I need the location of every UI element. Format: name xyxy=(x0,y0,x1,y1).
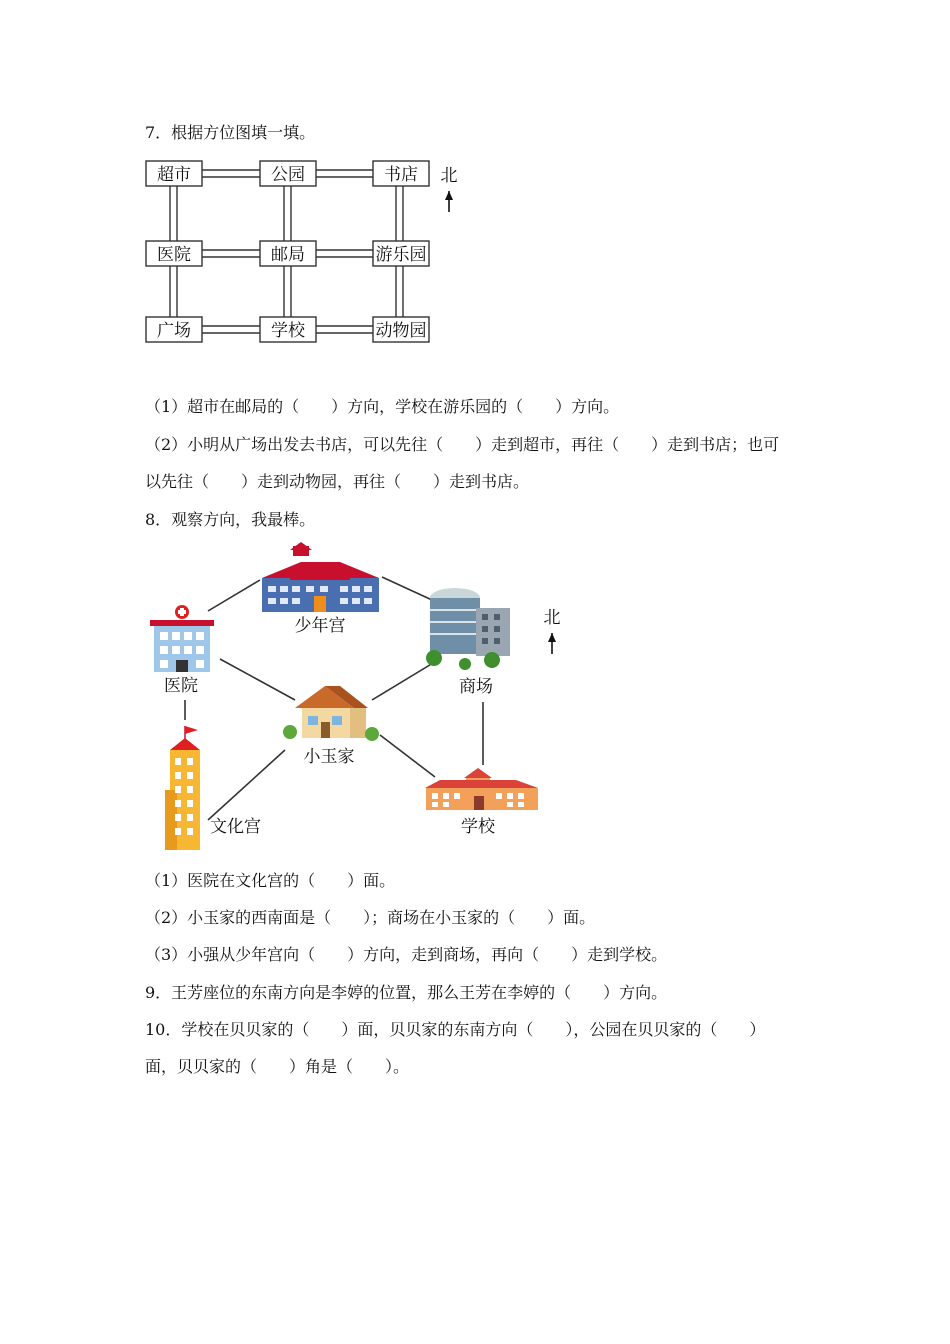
youth-palace-icon xyxy=(262,542,379,612)
q8-title: 8．观察方向，我最棒。 xyxy=(145,510,316,529)
q7-sub2-line2: 以先往（ ）走到动物园，再往（ ）走到书店。 xyxy=(145,472,530,491)
q8-sub1: （1）医院在文化宫的（ ）面。 xyxy=(145,871,396,890)
q7-sub1: （1）超市在邮局的（ ）方向，学校在游乐园的（ ）方向。 xyxy=(145,397,620,416)
q8-town-map xyxy=(140,540,580,860)
mall-icon xyxy=(426,588,510,670)
grid-label-hospital: 医院 xyxy=(157,245,191,265)
place-label-youth-palace: 少年宫 xyxy=(294,616,346,636)
grid-label-school: 学校 xyxy=(271,321,305,341)
grid-label-post-office: 邮局 xyxy=(271,245,305,265)
place-label-home: 小玉家 xyxy=(303,747,355,767)
grid-label-square: 广场 xyxy=(157,321,191,341)
place-label-school: 学校 xyxy=(461,817,495,837)
north-label: 北 xyxy=(440,166,458,186)
q8-sub3: （3）小强从少年宫向（ ）方向，走到商场，再向（ ）走到学校。 xyxy=(145,945,668,964)
q8-north-label: 北 xyxy=(543,608,561,628)
grid-label-park: 公园 xyxy=(271,165,305,185)
q7-sub2-line1: （2）小明从广场出发去书店，可以先往（ ）走到超市，再往（ ）走到书店；也可 xyxy=(145,435,780,454)
grid-label-supermarket: 超市 xyxy=(157,165,191,185)
place-label-mall: 商场 xyxy=(459,677,493,697)
grid-label-zoo: 动物园 xyxy=(375,321,427,341)
q9-text: 9．王芳座位的东南方向是李婷的位置，那么王芳在李婷的（ ）方向。 xyxy=(145,983,668,1002)
north-arrow-icon xyxy=(445,191,453,212)
place-label-hospital: 医院 xyxy=(164,676,198,696)
place-label-culture-palace: 文化宫 xyxy=(210,817,261,837)
house-icon xyxy=(283,686,379,741)
north-arrow-icon xyxy=(548,633,556,654)
q7-title: 7．根据方位图填一填。 xyxy=(145,123,316,142)
q8-sub2: （2）小玉家的西南面是（ ）；商场在小玉家的（ ）面。 xyxy=(145,908,596,927)
grid-label-amusement-park: 游乐园 xyxy=(375,245,427,265)
culture-palace-icon xyxy=(165,726,200,850)
q7-direction-map xyxy=(140,155,470,350)
q10-line1: 10．学校在贝贝家的（ ）面，贝贝家的东南方向（ ），公园在贝贝家的（ ） xyxy=(145,1020,766,1039)
q10-line2: 面，贝贝家的（ ）角是（ ）。 xyxy=(145,1057,410,1076)
school-icon xyxy=(425,768,538,810)
hospital-icon xyxy=(150,605,214,672)
grid-label-bookstore: 书店 xyxy=(384,165,418,185)
